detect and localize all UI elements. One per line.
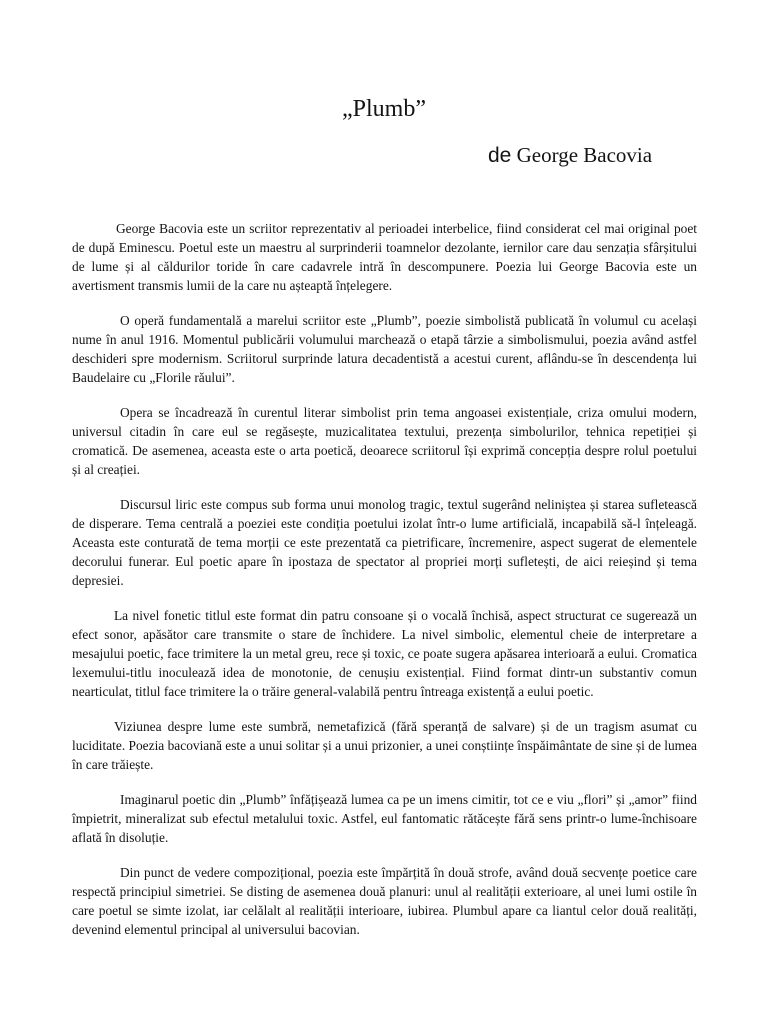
paragraph-8: Din punct de vedere compozițional, poezia este împărțită în două strofe, având două secvențe poetice care respectă principiul simetriei. Se disting de asemenea două planuri: unul al realității exterioare, al unei lumi ostile în care poetul se simte izolat, iar celălalt al realității interioare, iubirea. Plumbul apare ca liantul celor două realități, devenind elementul principal al universului bacovian. bbox=[72, 865, 697, 937]
author-name: George Bacovia bbox=[516, 143, 653, 167]
paragraph-4: Discursul liric este compus sub forma unui monolog tragic, textul sugerând neliniștea și starea sufletească de disperare. Tema centrală a poeziei este condiția poetului izolat într-o lume artificială, incapabilă să-l înțeleagă. Aceasta este conturată de tema morții ce este prezentată ca pietrificare, încremenire, aspect sugerat de elementele decorului funerar. Eul poetic apare în ipostaza de spectator al propriei morți sufletești, de aici reieșind și tema depresiei. bbox=[72, 497, 697, 588]
document-title: „Plumb” bbox=[342, 96, 426, 122]
paragraph-6: Viziunea despre lume este sumbră, nemetafizică (fără speranță de salvare) și de un tragism asumat cu luciditate. Poezia bacoviană este a unui solitar și a unui prizonier, a unei conștiințe înspăimântate de sine și de lumea în care trăiește. bbox=[72, 719, 697, 772]
author-prefix: de bbox=[488, 144, 512, 167]
paragraph-1: George Bacovia este un scriitor reprezentativ al perioadei interbelice, fiind considerat cel mai original poet de după Eminescu. Poetul este un maestru al surprinderii toamnelor dezolante, iernilor care dau senzația sfârșitului de lume și al căldurilor toride în care cadavrele intră în descompunere. Poezia lui George Bacovia este un avertisment transmis lumii de la care nu așteaptă înțelegere. bbox=[72, 221, 697, 293]
paragraph-3: Opera se încadrează în curentul literar simbolist prin tema angoasei existențiale, criza omului modern, universul citadin în care eul se regăsește, muzicalitatea textului, prezența simbolurilor, tehnica repetiției și cromatică. De asemenea, aceasta este o arta poetică, deoarece scriitorul își exprimă concepția despre rolul poetului și al creației. bbox=[72, 405, 697, 477]
paragraph-7: Imaginarul poetic din „Plumb” înfățișează lumea ca pe un imens cimitir, tot ce e viu „flori” și „amor” fiind împietrit, mineralizat sub efectul metalului toxic. Astfel, eul fantomatic rătăcește fără sens printr-o lume-închisoare aflată în disoluție. bbox=[72, 792, 697, 845]
paragraph-5: La nivel fonetic titlul este format din patru consoane și o vocală închisă, aspect structurat ce sugerează un efect sonor, apăsător care transmite o stare de închidere. La nivel simbolic, elementul cheie de interpretare a mesajului poetic, face trimitere la un metal greu, rece și toxic, ce poate sugera apăsarea interioară a eului. Cromatica lexemului-titlu inoculează idea de monotonie, de cenușiu existențial. Fiind format dintr-un substantiv comun nearticulat, titlul face trimitere la o trăire general-valabilă pentru întreaga existență a eului poetic. bbox=[72, 608, 697, 699]
paragraph-2: O operă fundamentală a marelui scriitor este „Plumb”, poezie simbolistă publicată în volumul cu același nume în anul 1916. Momentul publicării volumului marchează o etapă târzie a simbolismului, poezia având astfel deschideri spre modernism. Scriitorul surprinde latura decadentistă a acestui curent, aflându-se în descendența lui Baudelaire cu „Florile răului”. bbox=[72, 313, 697, 385]
author-line bbox=[488, 141, 652, 170]
essay-body bbox=[72, 219, 697, 955]
